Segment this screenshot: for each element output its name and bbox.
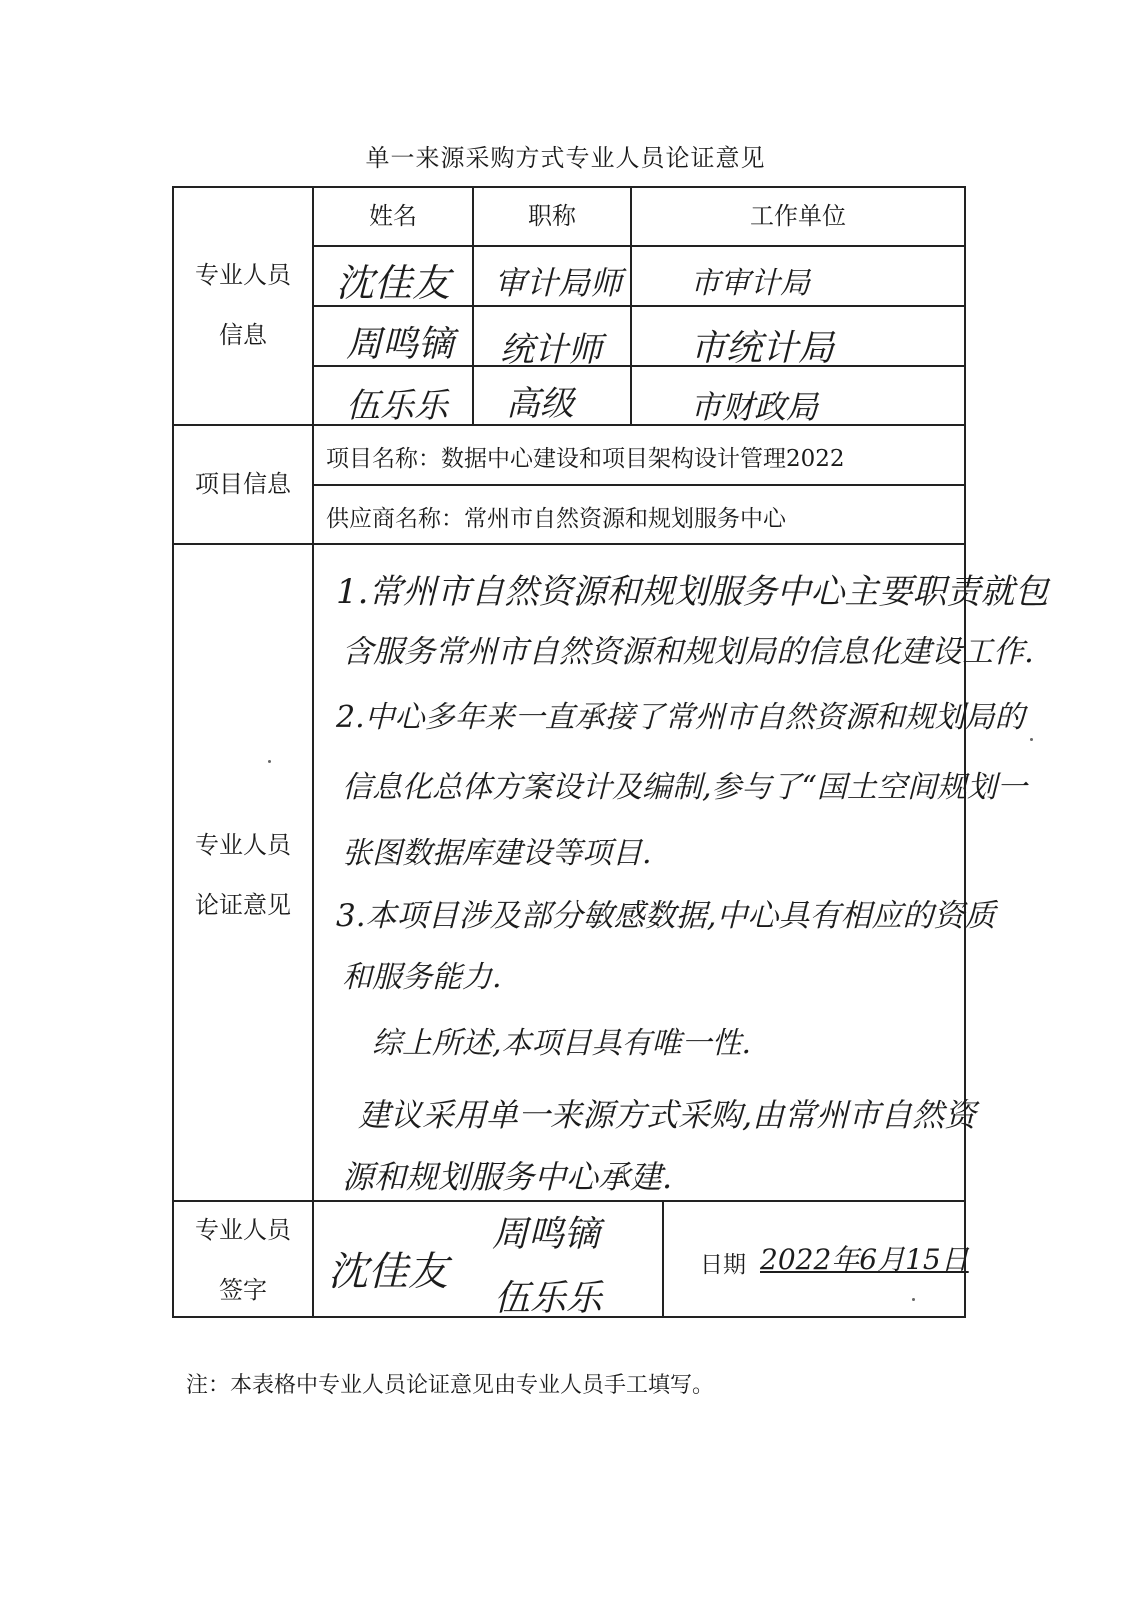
date-value: 2022年6月15日: [760, 1243, 969, 1276]
signature-2: 周鸣镝: [492, 1214, 601, 1255]
opinion-line: 建议采用单一来源方式采购,由常州市自然资: [358, 1096, 977, 1134]
expert-title-3: 高级: [506, 384, 574, 424]
expert-unit-2: 市统计局: [690, 328, 835, 369]
signature-label-line2: 签字: [219, 1276, 267, 1304]
date-label: 日期: [700, 1252, 746, 1278]
opinion-label-line2: 论证意见: [195, 891, 291, 919]
expert-info-label-line2: 信息: [219, 321, 267, 349]
signature-1: 沈佳友: [328, 1249, 448, 1295]
expert-unit-3: 市财政局: [690, 388, 819, 426]
signature-label-line1: 专业人员: [195, 1216, 291, 1244]
opinion-line: 含服务常州市自然资源和规划局的信息化建设工作.: [342, 634, 1034, 670]
expert-info-label: [174, 245, 312, 365]
opinion-label: [174, 815, 312, 935]
expert-title-1: 审计局师: [494, 264, 623, 302]
header-title: 职称: [528, 202, 576, 230]
expert-name-3: 伍乐乐: [346, 386, 448, 426]
opinion-label-line1: 专业人员: [195, 831, 291, 859]
opinion-line: 信息化总体方案设计及编制,参与了“国土空间规划一: [342, 770, 1027, 805]
opinion-line: 2.中心多年来一直承接了常州市自然资源和规划局的: [336, 700, 1025, 735]
scan-speck: [1030, 738, 1033, 741]
opinion-line: 1.常州市自然资源和规划服务中心主要职责就包: [336, 572, 1049, 612]
opinion-line: 张图数据库建设等项目.: [342, 836, 652, 871]
opinion-line: 3.本项目涉及部分敏感数据,中心具有相应的资质: [336, 898, 996, 934]
opinion-line: 综上所述,本项目具有唯一性.: [372, 1026, 752, 1061]
expert-name-2: 周鸣镝: [346, 324, 455, 365]
footnote: 注：本表格中专业人员论证意见由专业人员手工填写。: [186, 1373, 715, 1398]
opinion-line: 和服务能力.: [342, 960, 502, 995]
signature-label: [174, 1200, 312, 1320]
header-name: 姓名: [369, 202, 417, 230]
supplier-name: 供应商名称：常州市自然资源和规划服务中心: [326, 506, 786, 532]
expert-info-label-line1: 专业人员: [195, 261, 291, 289]
scan-speck: [912, 1298, 915, 1301]
expert-unit-1: 市审计局: [690, 266, 810, 301]
signature-3: 伍乐乐: [494, 1278, 603, 1319]
project-info-label: 项目信息: [195, 470, 291, 498]
page-title: 单一来源采购方式专业人员论证意见: [365, 144, 766, 172]
opinion-line: 源和规划服务中心承建.: [342, 1158, 673, 1196]
scan-speck: [268, 760, 271, 763]
header-unit: 工作单位: [750, 202, 846, 230]
expert-name-1: 沈佳友: [336, 261, 451, 305]
expert-title-2: 统计师: [500, 330, 602, 370]
project-name: 项目名称：数据中心建设和项目架构设计管理2022: [326, 446, 845, 472]
